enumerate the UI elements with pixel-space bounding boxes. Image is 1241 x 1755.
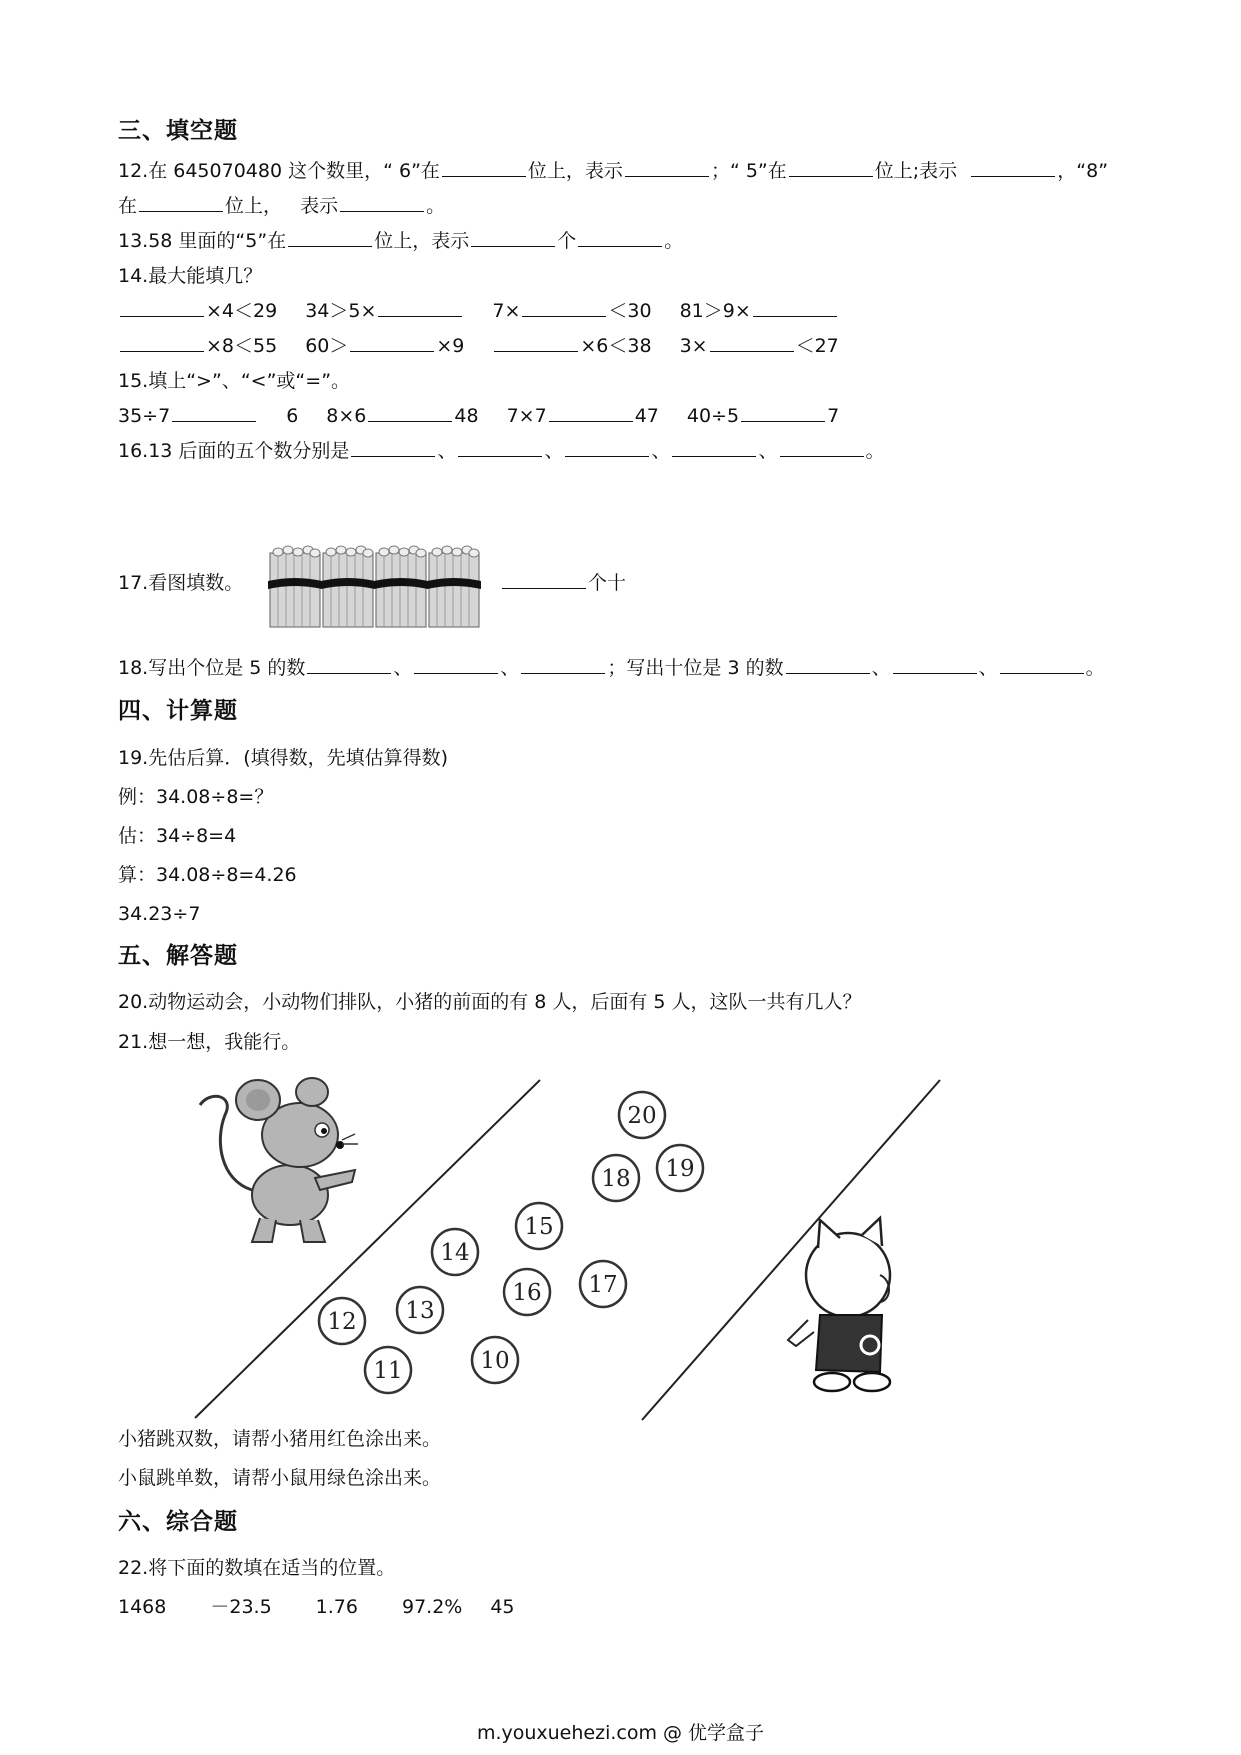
- answer-blank[interactable]: [471, 228, 555, 247]
- answer-blank[interactable]: [172, 403, 256, 422]
- q18-line: 18.写出个位是 5 的数 、 、 ；写出十位是 3 的数 、 、 。: [118, 657, 1105, 679]
- q17-answer: 个十: [500, 570, 626, 596]
- answer-blank[interactable]: [350, 333, 434, 352]
- answer-blank[interactable]: [710, 333, 794, 352]
- answer-blank[interactable]: [625, 158, 709, 177]
- answer-blank[interactable]: [971, 158, 1055, 177]
- answer-blank[interactable]: [351, 438, 435, 457]
- q12-line2: 在 位上， 表示 。: [118, 195, 446, 217]
- number-circle-label: 12: [327, 1309, 357, 1335]
- section-title-comprehensive: 六、综合题: [118, 1509, 238, 1535]
- number-circle-label: 11: [373, 1358, 403, 1384]
- q21-mouse-instruction: 小鼠跳单数，请帮小鼠用绿色涂出来。: [118, 1467, 442, 1489]
- q19-title: 19.先估后算．(填得数，先填估算得数): [118, 747, 449, 769]
- number-circle-label: 17: [588, 1272, 618, 1298]
- q19-estimate: 估：34÷8=4: [118, 825, 237, 847]
- q19-calc: 算：34.08÷8=4.26: [118, 864, 297, 886]
- answer-blank[interactable]: [521, 655, 605, 674]
- q16-line: 16.13 后面的五个数分别是 、 、 、 、 。: [118, 440, 885, 462]
- answer-blank[interactable]: [786, 655, 870, 674]
- section-title-calculation: 四、计算题: [118, 698, 238, 724]
- answer-blank[interactable]: [494, 333, 578, 352]
- answer-blank[interactable]: [139, 193, 223, 212]
- answer-blank[interactable]: [120, 298, 204, 317]
- stick-bundle: [374, 546, 428, 627]
- number-circle-label: 10: [480, 1348, 510, 1374]
- answer-blank[interactable]: [565, 438, 649, 457]
- number-circle-label: 15: [524, 1214, 554, 1240]
- number-path-illustration: [180, 1070, 960, 1425]
- answer-blank[interactable]: [378, 298, 462, 317]
- q17-label: 17.看图填数。: [118, 572, 244, 594]
- q15-title: 15.填上“>”、“<”或“=”。: [118, 370, 351, 392]
- mouse-icon: [200, 1078, 358, 1242]
- number-circles: [319, 1092, 703, 1393]
- q22-numbers: 1468 －23.5 1.76 97.2% 45: [118, 1596, 515, 1618]
- stick-bundle: [268, 546, 322, 627]
- q15-row: 35÷7 6 8×6 48 7×7 47 40÷5 7: [118, 405, 840, 427]
- q22-title: 22.将下面的数填在适当的位置。: [118, 1557, 396, 1579]
- q13-line: 13.58 里面的“5”在 位上，表示 个 。: [118, 230, 684, 252]
- section-title-fill-in: 三、填空题: [118, 118, 238, 144]
- answer-blank[interactable]: [578, 228, 662, 247]
- section-title-answer: 五、解答题: [118, 943, 238, 969]
- stick-bundle: [427, 546, 481, 627]
- number-circle-label: 16: [512, 1280, 542, 1306]
- answer-blank[interactable]: [458, 438, 542, 457]
- answer-blank[interactable]: [502, 570, 586, 589]
- footer-source: m.youxuehezi.com @ 优学盒子: [476, 1722, 765, 1744]
- answer-blank[interactable]: [120, 333, 204, 352]
- answer-blank[interactable]: [522, 298, 606, 317]
- answer-blank[interactable]: [307, 655, 391, 674]
- number-circle-label: 14: [440, 1240, 470, 1266]
- q12-line1: 12.在 645070480 这个数里，“ 6”在 位上，表示 ；“ 5”在 位上;表示 ，“8”: [118, 160, 1109, 182]
- q14-title: 14.最大能填几？: [118, 265, 263, 287]
- number-circle-label: 20: [627, 1103, 657, 1129]
- answer-blank[interactable]: [368, 403, 452, 422]
- answer-blank[interactable]: [442, 158, 526, 177]
- q20-text: 20.动物运动会，小动物们排队，小猪的前面的有 8 人，后面有 5 人，这队一共有几人？: [118, 991, 862, 1013]
- answer-blank[interactable]: [780, 438, 864, 457]
- answer-blank[interactable]: [288, 228, 372, 247]
- q19-example: 例：34.08÷8=？: [118, 786, 274, 808]
- q21-pig-instruction: 小猪跳双数，请帮小猪用红色涂出来。: [118, 1428, 442, 1450]
- answer-blank[interactable]: [414, 655, 498, 674]
- number-circle-label: 13: [405, 1298, 435, 1324]
- pig-icon: [788, 1218, 890, 1391]
- stick-bundle: [321, 546, 375, 627]
- bundles-of-ten-sticks: [268, 545, 482, 630]
- q21-title: 21.想一想，我能行。: [118, 1031, 301, 1053]
- number-circle-label: 18: [601, 1166, 631, 1192]
- q19-task: 34.23÷7: [118, 903, 201, 925]
- answer-blank[interactable]: [741, 403, 825, 422]
- number-circle-label: 19: [665, 1156, 695, 1182]
- answer-blank[interactable]: [893, 655, 977, 674]
- q14-row2: ×8＜55 60＞ ×9 ×6＜38 3× ＜27: [118, 333, 839, 359]
- answer-blank[interactable]: [789, 158, 873, 177]
- answer-blank[interactable]: [753, 298, 837, 317]
- answer-blank[interactable]: [672, 438, 756, 457]
- q14-row1: ×4＜29 34＞5× 7× ＜30 81＞9×: [118, 298, 839, 324]
- path-line-right: [642, 1080, 940, 1420]
- answer-blank[interactable]: [1000, 655, 1084, 674]
- answer-blank[interactable]: [549, 403, 633, 422]
- answer-blank[interactable]: [340, 193, 424, 212]
